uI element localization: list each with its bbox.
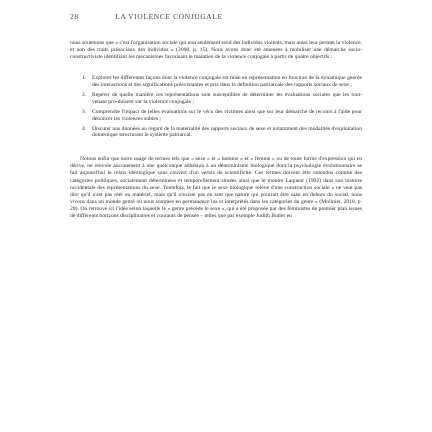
- objective-item: [82, 75, 362, 89]
- body-text: [70, 40, 362, 220]
- objective-item: [82, 92, 362, 106]
- objectives-list: [70, 75, 362, 139]
- objective-text: Repérer de quelle manière ces représentations sont susceptibles de déterminer les évaluations sociales que les tout-venant pro-duisent sur la violence conjugale ;: [92, 91, 362, 105]
- objective-text: Comprendre l'impact de telles évaluations sur le vécu des victimes ainsi que sur leur démarche de recours à l'aide pour dénoncer les violences subies ;: [92, 108, 362, 122]
- objective-number: 4.: [82, 125, 87, 132]
- running-title: LA VIOLENCE CONJUGALE: [115, 12, 223, 21]
- intro-paragraph: nous soutenons que « c'est l'organisation sociale qui non seulement rend des individus violents, mais aussi leur permet la violence, et non des traits présociaux des individus » (2008, p. 15). Nous avons donc été amenées à mobiliser une démarche socio-constructiviste identifiant les mécanismes favorisant le maintien de la violence conjugale à partir de quatre objectifs :: [70, 40, 362, 61]
- objective-number: 3.: [82, 108, 87, 115]
- closing-paragraph: Notons enfin que notre usage de termes tels que « sexe » et « homme » et « femme » ou de toute forme d'expression qui en dérive, ne renvoie aucunement à une quelconque adhésion à un déterminisme biologique dont la psychologie évolutionnaire se fait aujourd'hui le relais idéologique sous couvert d'un vernis de scientificité. Ces termes doivent être entendus comme des catégories politiques, socialement déterminées et temporellement situées ainsi que le montre Laqueur (1992) dans son histoire occidentale des représentations du sexe. Toutefois, le fait que le sexe biologique relève d'une construction sociale « ne veut pas dire qu'il n'est pas réel ou matériel, mais qu'il n'existe pas en tant que nature qui pourrait être saisi en dehors du social, nous vivons dans un monde genré où nous sommes en permanence lus et interprétés dans les catégories du genre » (Molinier, 2018, p. 20). On retrouve ici l'idée selon laquelle le « genre précède le sexe », qui a été proposée par des féministes de premier plan issues de différents horizons disciplinaires et courants de pensée – telles que par exemple Judith Butler en: [70, 156, 362, 219]
- objective-number: 1.: [82, 75, 87, 82]
- objective-number: 2.: [82, 91, 87, 98]
- page-number: 28: [70, 12, 79, 21]
- running-head: [70, 12, 362, 21]
- objective-item: [82, 126, 362, 140]
- objective-text: Explorer les différentes façons dont la violence conjugale est mise en représentation en fonction de la dynamique genrée des interactions et des significations préexistantes et pris dans la définition patriarcale des rapports sociaux de sexe ;: [92, 75, 362, 89]
- objective-text: Discuter nos données au regard de la matérialité des rapports sociaux de sexe et notamment des modalités d'exploitation domestique structurant le système patriarcal.: [92, 125, 362, 139]
- objective-item: [82, 109, 362, 123]
